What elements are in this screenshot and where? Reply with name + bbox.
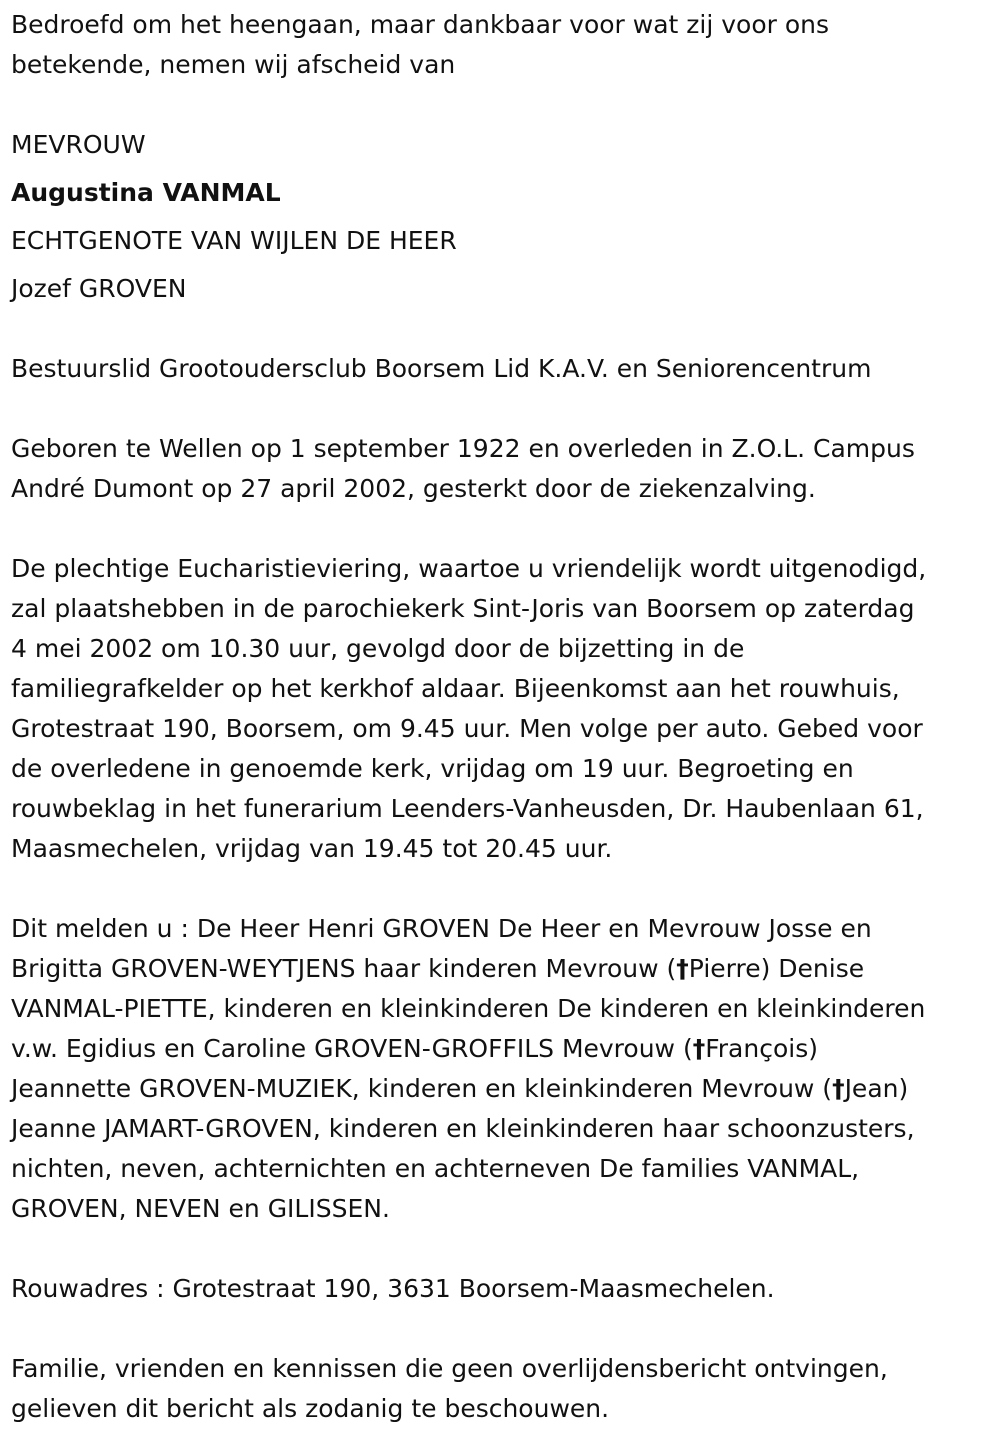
membership-paragraph bbox=[11, 349, 991, 389]
deceased-block bbox=[11, 125, 991, 309]
birth-death-line: André Dumont op 27 april 2002, gesterkt door de ziekenzalving. bbox=[11, 474, 816, 503]
cross-icon: † bbox=[832, 1074, 845, 1103]
announcement-line: nichten, neven, achternichten en achterneven De families VANMAL, bbox=[11, 1154, 860, 1183]
announcement-line: VANMAL-PIETTE, kinderen en kleinkinderen De kinderen en kleinkinderen bbox=[11, 994, 926, 1023]
birth-death-paragraph bbox=[11, 429, 991, 509]
announcement-line: v.w. Egidius en Caroline GROVEN-GROFFILS Mevrouw (†François) bbox=[11, 1034, 818, 1063]
birth-death-line: Geboren te Wellen op 1 september 1922 en overleden in Z.O.L. Campus bbox=[11, 434, 915, 463]
ceremony-line: Maasmechelen, vrijdag van 19.45 tot 20.45 uur. bbox=[11, 834, 613, 863]
obituary-text bbox=[11, 5, 991, 1429]
ceremony-line: De plechtige Eucharistieviering, waartoe u vriendelijk wordt uitgenodigd, bbox=[11, 554, 927, 583]
closing-paragraph bbox=[11, 1349, 991, 1429]
announcement-line: GROVEN, NEVEN en GILISSEN. bbox=[11, 1194, 390, 1223]
announcement-line: Jeannette GROVEN-MUZIEK, kinderen en kleinkinderen Mevrouw (†Jean) bbox=[11, 1074, 909, 1103]
ceremony-line: rouwbeklag in het funerarium Leenders-Vanheusden, Dr. Haubenlaan 61, bbox=[11, 794, 924, 823]
ceremony-line: zal plaatshebben in de parochiekerk Sint-Joris van Boorsem op zaterdag bbox=[11, 594, 915, 623]
announcement-line: Jeanne JAMART-GROVEN, kinderen en kleinkinderen haar schoonzusters, bbox=[11, 1114, 915, 1143]
salutation: MEVROUW bbox=[11, 130, 146, 159]
announcement-line: Dit melden u : De Heer Henri GROVEN De Heer en Mevrouw Josse en bbox=[11, 914, 872, 943]
intro-paragraph bbox=[11, 5, 991, 85]
cross-icon: † bbox=[676, 954, 689, 983]
spouse-name: Jozef GROVEN bbox=[11, 274, 187, 303]
ceremony-line: familiegrafkelder op het kerkhof aldaar. Bijeenkomst aan het rouwhuis, bbox=[11, 674, 900, 703]
ceremony-paragraph bbox=[11, 549, 991, 869]
closing-line: Familie, vrienden en kennissen die geen overlijdensbericht ontvingen, bbox=[11, 1354, 888, 1383]
address-line: Rouwadres : Grotestraat 190, 3631 Boorsem-Maasmechelen. bbox=[11, 1274, 775, 1303]
closing-line: gelieven dit bericht als zodanig te beschouwen. bbox=[11, 1394, 610, 1423]
announcement-paragraph bbox=[11, 909, 991, 1229]
deceased-name: Augustina VANMAL bbox=[11, 178, 281, 207]
address-paragraph bbox=[11, 1269, 991, 1309]
cross-icon: † bbox=[692, 1034, 706, 1063]
intro-line: betekende, nemen wij afscheid van bbox=[11, 50, 456, 79]
ceremony-line: de overledene in genoemde kerk, vrijdag om 19 uur. Begroeting en bbox=[11, 754, 854, 783]
ceremony-line: 4 mei 2002 om 10.30 uur, gevolgd door de bijzetting in de bbox=[11, 634, 745, 663]
intro-line: Bedroefd om het heengaan, maar dankbaar voor wat zij voor ons bbox=[11, 10, 830, 39]
membership-line: Bestuurslid Grootoudersclub Boorsem Lid K.A.V. en Seniorencentrum bbox=[11, 354, 872, 383]
ceremony-line: Grotestraat 190, Boorsem, om 9.45 uur. Men volge per auto. Gebed voor bbox=[11, 714, 923, 743]
spouse-label: ECHTGENOTE VAN WIJLEN DE HEER bbox=[11, 226, 457, 255]
announcement-line: Brigitta GROVEN-WEYTJENS haar kinderen Mevrouw (†Pierre) Denise bbox=[11, 954, 865, 983]
